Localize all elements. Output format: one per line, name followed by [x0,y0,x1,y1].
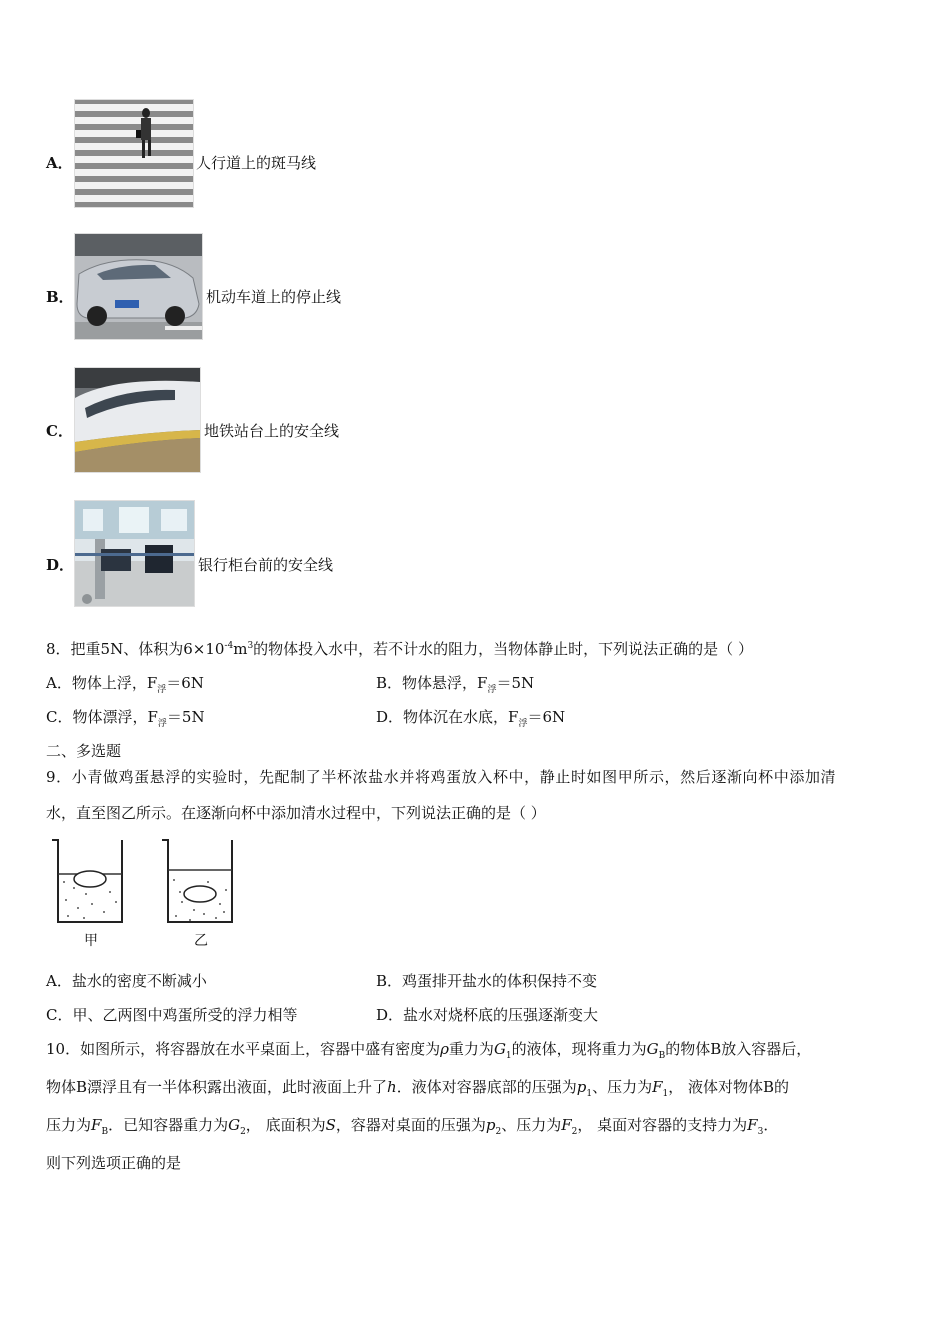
figure-label-jia: 甲 [84,933,98,949]
q10-line3 [46,1114,778,1137]
q10-l2-d: ， 液体对物体B的 [668,1078,790,1096]
q10-fb-sub: B [101,1127,109,1137]
q8-stem-exp1: -4 [224,641,234,651]
q8-option-b-sub: 浮 [487,685,497,695]
q10-l2-a: 物体B漂浮且有一半体积露出液面，此时液面上升了 [46,1078,388,1096]
q10-l1-b: 重力为 [448,1040,494,1058]
q8-stem-b: m [233,640,248,658]
q9-option-d: D．盐水对烧杯底的压强逐渐变大 [376,1006,599,1024]
q10-f3: F [747,1116,758,1134]
zebra-crossing-photo [74,99,194,208]
q8-option-b-text: B．物体悬浮，F [376,674,488,692]
q10-line4: 则下列选项正确的是 [46,1154,182,1172]
q10-s: S [325,1116,336,1134]
q10-p1-sub: 1 [586,1089,593,1099]
q10-l3-f: ， 桌面对容器的支持力为 [577,1116,748,1134]
option-c-letter: C． [46,422,73,440]
q8-option-c-value: ＝5N [166,708,205,726]
q8-option-a-value: ＝6N [166,674,204,692]
q10-g1: G [493,1040,506,1058]
q8-option-d-value: ＝6N [527,708,566,726]
q10-f2-sub: 2 [571,1127,578,1137]
q8-option-c-text: C．物体漂浮，F [46,708,158,726]
section-heading: 二、多选题 [46,742,122,760]
q10-l3-d: ，容器对桌面的压强为 [335,1116,486,1134]
q10-p1: p [576,1078,587,1096]
q8-option-a [46,672,204,695]
figure-label-yi: 乙 [194,933,208,949]
q10-l3-g: ． [763,1116,779,1134]
q10-g2: G [228,1116,241,1134]
option-d-letter: D． [46,556,75,574]
q10-l3-c: ， 底面积为 [245,1116,326,1134]
q10-gb-sub: B [658,1051,666,1061]
q10-line2 [46,1076,789,1099]
q8-stem-c: 的物体投入水中，若不计水的阻力，当物体静止时，下列说法正确的是（ ） [253,640,753,658]
q10-l3-b: ．已知容器重力为 [108,1116,229,1134]
q10-p2: p [485,1116,496,1134]
q10-f1-sub: 1 [662,1089,669,1099]
q8-option-d [376,706,565,729]
option-b-text: 机动车道上的停止线 [206,288,342,306]
q8-option-d-sub: 浮 [518,719,528,729]
q10-fb: F [91,1116,102,1134]
q10-l3-a: 压力为 [46,1116,92,1134]
q9-line1: 9．小青做鸡蛋悬浮的实验时，先配制了半杯浓盐水并将鸡蛋放入杯中，静止时如图甲所示，然后逐渐向杯中添加清 [46,768,837,786]
q10-p2-sub: 2 [495,1127,502,1137]
q8-option-b [376,672,534,695]
q10-g2-sub: 2 [240,1127,246,1137]
q10-l3-e: 、压力为 [501,1116,562,1134]
beaker-figure [48,836,248,952]
q10-rho: ρ [440,1040,449,1058]
q10-f3-sub: 3 [757,1127,764,1137]
q10-h: h [387,1078,397,1096]
q8-option-b-value: ＝5N [496,674,535,692]
q8-stem-a: 8．把重5N、体积为6×10 [46,640,225,658]
q8-option-a-sub: 浮 [157,685,167,695]
q10-line1 [46,1038,811,1061]
q8-option-d-text: D．物体沉在水底，F [376,708,519,726]
option-a-text: 人行道上的斑马线 [196,154,317,172]
car-stop-line-photo [74,233,203,340]
q8-option-c [46,706,205,729]
q9-option-a: A．盐水的密度不断减小 [46,972,207,990]
option-a-letter: A． [46,154,73,172]
q8-stem [46,638,753,659]
q8-option-a-text: A．物体上浮，F [46,674,158,692]
q10-l2-c: 、压力为 [592,1078,653,1096]
q10-l1-d: 的物体B放入容器后， [665,1040,812,1058]
q8-stem-exp2: 3 [247,641,254,651]
q9-line2: 水，直至图乙所示。在逐渐向杯中添加清水过程中，下列说法正确的是（ ） [46,804,546,822]
q10-g1-sub: 1 [505,1051,512,1061]
option-d-text: 银行柜台前的安全线 [198,556,334,574]
q10-f1: F [652,1078,663,1096]
option-b-letter: B． [46,288,74,306]
option-c-text: 地铁站台上的安全线 [204,422,340,440]
q10-gb: G [646,1040,659,1058]
q10-l1-c: 的液体，现将重力为 [511,1040,647,1058]
q10-l1-a: 10．如图所示，将容器放在水平桌面上，容器中盛有密度为 [46,1040,441,1058]
q10-f2: F [561,1116,572,1134]
q9-option-c: C．甲、乙两图中鸡蛋所受的浮力相等 [46,1006,298,1024]
bank-counter-photo [74,500,195,607]
train-platform-photo [74,367,201,473]
q10-l2-b: ．液体对容器底部的压强为 [396,1078,577,1096]
q9-option-b: B．鸡蛋排开盐水的体积保持不变 [376,972,598,990]
q8-option-c-sub: 浮 [157,719,167,729]
